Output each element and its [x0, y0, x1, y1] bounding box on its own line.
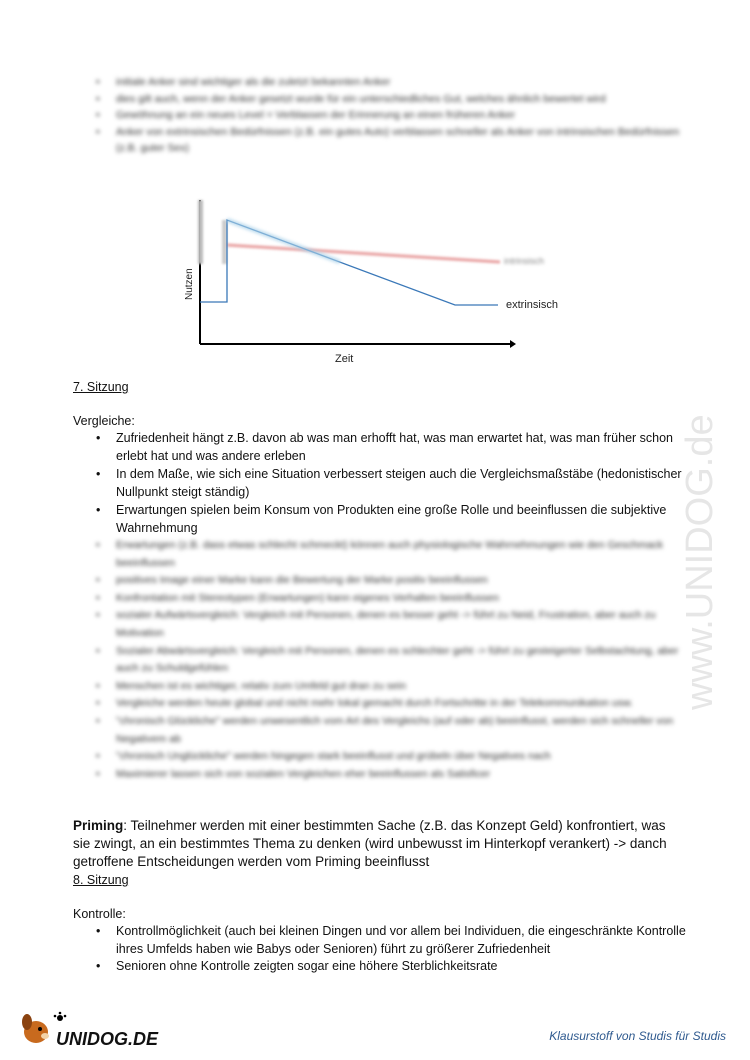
priming-paragraph: [73, 817, 683, 871]
list-item: • Anker von extrinsischen Bedürfnissen (z.B. ein gutes Auto) verblassen schneller als Anker von intrinsischen Bedürfnissen (z.B. guter Sex): [88, 124, 688, 157]
series-intrinsisch-line: [227, 245, 500, 262]
list-item: • Menschen ist es wichtiger, relativ zum Umfeld gut dran zu sein: [88, 678, 688, 696]
list-item: • sozialer Aufwärtsvergleich: Vergleich mit Personen, denen es besser geht -> führt zu Neid, Frustration, aber auch zu Motivation: [88, 607, 688, 642]
logo-text: UNIDOG.DE: [56, 1029, 159, 1049]
unidog-logo: [18, 1010, 168, 1050]
comparisons-bullet-list: [88, 430, 688, 538]
blurred-bullet-list: [88, 537, 688, 783]
list-item: • positives Image einer Marke kann die Bewertung der Marke positiv beeinflussen: [88, 572, 688, 590]
watermark-text: www.UNIDOG.de: [679, 414, 721, 710]
priming-term: Priming: [73, 818, 124, 833]
control-label: Kontrolle:: [73, 907, 126, 921]
list-item: • Vergleiche werden heute global und nicht mehr lokal gemacht durch Fortschritte in der Telekommunikation usw.: [88, 695, 688, 713]
series-extrinsisch-highlight: [227, 220, 340, 262]
list-item: • Erwartungen (z.B. dass etwas schlecht schmeckt) können auch physiologische Wahrnehmungen wie den Geschmack beeinflussen: [88, 537, 688, 572]
legend-intrinsisch: intrinsisch: [504, 256, 545, 266]
watermark: [650, 280, 730, 720]
list-item: • Gewöhnung an ein neues Level = Verblassen der Erinnerung an einen früheren Anker: [88, 107, 688, 124]
control-bullet-list: [88, 923, 688, 976]
list-item: • Sozialer Abwärtsvergleich: Vergleich mit Personen, denen es schlechter geht -> führt zu gesteigerter Selbstachtung, aber auch zu Schuldgefühlen: [88, 643, 688, 678]
list-item: • "chronisch Unglückliche" werden hingegen stark beeinflusst und grübeln über Negatives nach: [88, 748, 688, 766]
list-item: • Senioren ohne Kontrolle zeigten sogar eine höhere Sterblichkeitsrate: [88, 958, 688, 976]
list-item: • Kontrollmöglichkeit (auch bei kleinen Dingen und vor allem bei Individuen, die eingeschränkte Kontrolle ihres Umfelds haben wie Babys oder Senioren) führt zu größerer Zufriedenheit: [88, 923, 688, 958]
list-item: • Konfrontation mit Stereotypen (Erwartungen) kann eigenes Verhalten beeinflussen: [88, 590, 688, 608]
list-item: • In dem Maße, wie sich eine Situation verbessert steigen auch die Vergleichsmaßstäbe (hedonistischer Nullpunkt steigt ständig): [88, 466, 688, 501]
section-7-title: 7. Sitzung: [73, 380, 129, 394]
list-item: • Erwartungen spielen beim Konsum von Produkten eine große Rolle und beeinflussen die subjektive Wahrnehmung: [88, 502, 688, 537]
legend-extrinsisch: extrinsisch: [506, 299, 558, 311]
dog-icon: [22, 1014, 49, 1043]
series-extrinsisch-line: [200, 220, 498, 305]
list-item: • "chronisch Glückliche" werden unwesentlich vom Art des Vergleichs (auf oder ab) beeinflusst, werden sich schneller von Negativem ab: [88, 713, 688, 748]
y-axis-label: Nutzen: [184, 268, 195, 300]
list-item: • dies gilt auch, wenn der Anker gesetzt wurde für ein unterschiedliches Gut, welches ähnlich bewertet wird: [88, 91, 688, 108]
comparisons-label: Vergleiche:: [73, 414, 135, 428]
footer-text: Klausurstoff von Studis für Studis: [549, 1029, 726, 1043]
marker-bar: [222, 220, 227, 264]
utility-time-chart: [180, 192, 558, 372]
section-8-title: 8. Sitzung: [73, 873, 129, 887]
marker-bar: [198, 200, 203, 264]
x-axis-label: Zeit: [335, 353, 354, 365]
anchor-bullet-list: [88, 74, 688, 157]
priming-text: : Teilnehmer werden mit einer bestimmten Sache (z.B. das Konzept Geld) konfrontiert, was sie zwingt, an ein bestimmtes Thema zu denken (wird unbewusst im Hinterkopf verankert) -> danch getroffene Entscheidungen werden vom Priming beeinflusst: [73, 818, 667, 869]
x-axis-arrow: [510, 340, 516, 348]
list-item: • Zufriedenheit hängt z.B. davon ab was man erhofft hat, was man erwartet hat, was man früher schon erlebt hat und was andere erleben: [88, 430, 688, 465]
list-item: • initiale Anker sind wichtiger als die zuletzt bekannten Anker: [88, 74, 688, 91]
list-item: • Maximierer lassen sich von sozialen Vergleichen eher beeinflussen als Satisficer: [88, 766, 688, 784]
paw-icon: [54, 1012, 67, 1021]
